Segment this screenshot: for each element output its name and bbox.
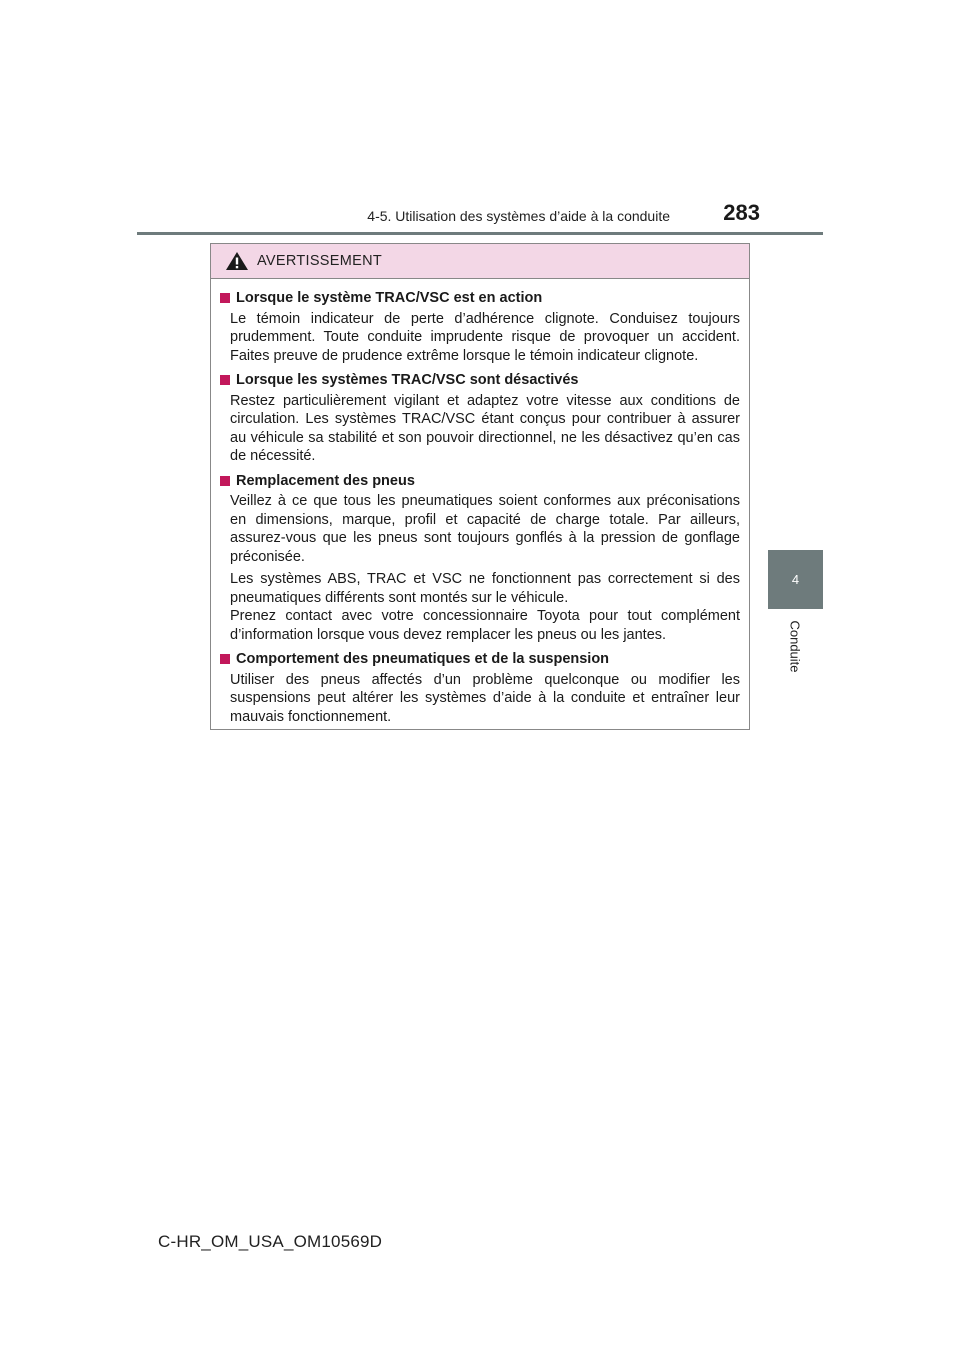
document-code: C-HR_OM_USA_OM10569D (158, 1232, 383, 1251)
warning-item (220, 289, 740, 365)
square-bullet-icon (220, 476, 230, 486)
item-heading: Lorsque le système TRAC/VSC est en action (236, 290, 543, 306)
section-title: 4-5. Utilisation des systèmes d’aide à la conduite (367, 208, 670, 224)
square-bullet-icon (220, 654, 230, 664)
page-number: 283 (723, 200, 760, 225)
warning-body (211, 279, 749, 726)
item-heading: Lorsque les systèmes TRAC/VSC sont désactivés (236, 372, 579, 388)
warning-box (210, 243, 750, 730)
item-paragraph: Utiliser des pneus affectés d’un problème quelconque ou modifier les suspensions peut altérer les systèmes d’aide à la conduite et entraîner leur mauvais fonctionnement. (230, 671, 740, 725)
warning-title: AVERTISSEMENT (257, 253, 383, 269)
warning-item (220, 371, 740, 466)
item-paragraph: Prenez contact avec votre concessionnaire Toyota pour tout complément d’information lorsque vous devez remplacer les pneus ou les jantes. (230, 608, 740, 643)
item-paragraph: Le témoin indicateur de perte d’adhérence clignote. Conduisez toujours prudemment. Toute conduite imprudente risque de provoquer un accident. Faites preuve de prudence extrême lorsque le témoin indicateur clignote. (230, 310, 740, 364)
chapter-tab (768, 550, 823, 609)
chapter-title: Conduite (787, 619, 803, 673)
item-paragraph: Restez particulièrement vigilant et adaptez votre vitesse aux conditions de circulation. Les systèmes TRAC/VSC étant conçus pour contribuer à assurer au véhicule sa stabilité et son pouvoir directionnel, ne les désactivez qu’en cas de nécessité. (230, 392, 740, 464)
item-heading: Remplacement des pneus (236, 472, 415, 489)
square-bullet-icon (220, 293, 230, 303)
warning-header (211, 244, 749, 279)
chapter-number: 4 (791, 572, 800, 587)
header-divider (137, 232, 823, 235)
chapter-label (768, 616, 823, 676)
warning-triangle-icon (225, 251, 249, 271)
item-heading: Comportement des pneumatiques et de la suspension (236, 651, 610, 667)
item-paragraph: Les systèmes ABS, TRAC et VSC ne fonctionnent pas correctement si des pneumatiques différents sont montés sur le véhicule. (230, 571, 740, 606)
item-paragraph: Veillez à ce que tous les pneumatiques soient conformes aux préconisations en dimensions, marque, profil et capacité de charge totale. Par ailleurs, assurez-vous que les pneus sont toujours gonflés à la pression de gonflage préconisée. (230, 493, 740, 565)
warning-item (220, 650, 740, 726)
square-bullet-icon (220, 375, 230, 385)
warning-item (220, 472, 740, 645)
